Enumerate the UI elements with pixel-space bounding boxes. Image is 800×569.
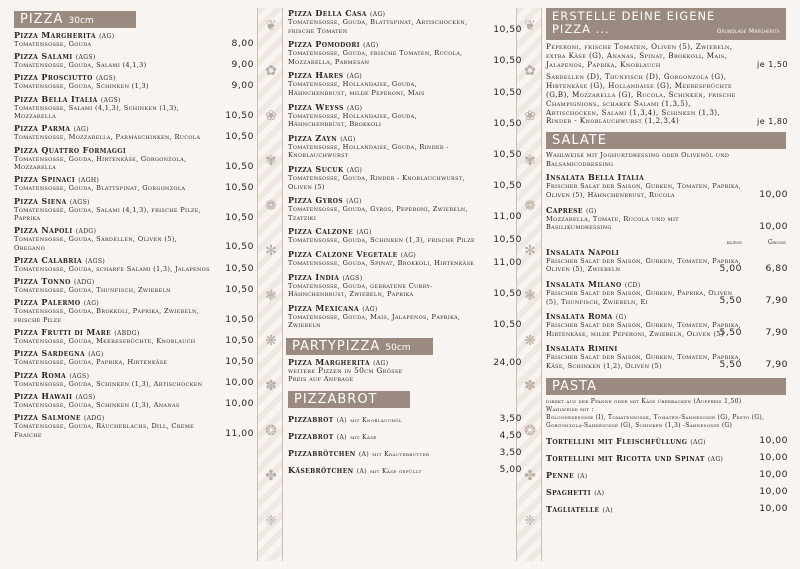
item-name: Pizza Parma (AG): [14, 123, 89, 134]
salad-item: [546, 205, 788, 232]
price: 10,50: [225, 181, 254, 193]
cheese-icon: ✾: [524, 153, 536, 169]
herb-icon: ❀: [524, 108, 536, 124]
price: 5,00: [499, 464, 522, 476]
onion-icon: ❃: [524, 288, 536, 304]
olive-icon: ❁: [524, 198, 536, 214]
item-description: Tomatensosse, Gouda, Salami (4,1,3): [14, 61, 147, 70]
price: 10,50: [225, 313, 254, 325]
herb-icon: ❀: [265, 108, 277, 124]
item-description: Tomatensosse, Gouda, Rinder - Knoblauchwurst, Oliven (5): [288, 173, 465, 191]
pizzabrot-item: [288, 465, 522, 475]
price: 10,50: [225, 130, 254, 142]
item-description: Tomatensosse, Gouda, frische Tomaten, Rucola, Mozzarella, Parmesan: [288, 49, 463, 66]
item-name: Pizza Calabria (AGS): [14, 255, 106, 266]
item-name: Pizza Spinaci (AGH): [14, 174, 100, 185]
create-group-2: Sardellen (D), Thunfisch (D), Gorgonzola (G), Hirtenkäse (G), Hollandaise (G), Meeresfrüchte (G,B), Mozzarella (G), Rucola, Schinken, frische Champignions, scharfe Salami (1,3,5), Artischocken, Salami (1,3,4), Schinken (1,3), Rinder - Knoblauchwurst (1,2,3,4) je 1,80: [546, 72, 788, 127]
pizza-item: [14, 391, 254, 410]
item-description: Frischer Salat der Saison, Gurken, Tomaten, Paprika, Oliven (5), Hähnchenbrust, Rucola: [546, 182, 742, 199]
item-description: Tomatensosse, Gouda, Thunfisch, Zwiebeln: [14, 286, 171, 295]
basil-icon: ❈: [524, 513, 536, 529]
item-name: Pizza Salami (AGS): [14, 51, 96, 62]
item-description: Tomatensosse, Gouda, Mais, Jalapenos, Paprika, Zwiebeln: [288, 312, 461, 330]
price: 10,50: [225, 109, 254, 121]
price: 10,00: [225, 398, 254, 410]
pizza-item: [14, 225, 254, 252]
column-pizza-2: [288, 8, 522, 482]
price-large: 7,90: [765, 295, 788, 307]
item-description: Tomatensosse, Gouda, gebratene Curry-Hähnchenbrust, Zwiebeln, Paprika: [288, 281, 433, 299]
pizza-item: [14, 412, 254, 439]
garlic-icon: ❋: [524, 333, 536, 349]
item-description: Tomatensosse, Gouda, Hirtenkäse, Gorgonzola, Mozzarella: [14, 154, 187, 172]
pizza-item: [14, 297, 254, 324]
item-name: Tortellini mit Fleischfüllung (AG): [546, 436, 706, 447]
item-description: Frischer Salat der Saison, Gurken, Tomaten, Paprika, Käse, Schinken (1,2), Oliven (5): [546, 353, 742, 370]
item-description: Tomatensosse, Mozzarella, Parmaschinken, Rucola: [14, 133, 201, 142]
pasta-item: [546, 487, 788, 497]
pizzabrot-item: [288, 414, 522, 424]
item-description: Mozzarella, Tomate, Rucola und mit Basilikumdressing: [546, 214, 679, 232]
price: 10,50: [493, 55, 522, 67]
pizza-item: [14, 72, 254, 91]
item-name: Pizza Bella Italia (AGS): [14, 93, 121, 104]
pizza-heading: PIZZA 30cm: [14, 11, 136, 28]
item-name: Tortellini mit Ricotta und Spinat (AG): [546, 453, 724, 464]
item-description: Tomatensosse, Hollandaise, Gouda, Rinder - Knoblauchwurst: [288, 142, 449, 160]
item-name: Pizza Hares (AG): [288, 70, 363, 81]
pasta-item: [546, 504, 788, 514]
item-name: Pizza Sardegna (AG): [14, 348, 104, 359]
price: 9,00: [231, 58, 254, 70]
pizza-item: [14, 51, 254, 70]
pasta-item: [546, 453, 788, 463]
item-name: Pizzabrot (A) mit Knoblauchöl: [288, 414, 403, 425]
item-description: Tomatensosse, Gouda, Schinken (1,3), Ananas: [14, 400, 180, 409]
price-small: 5,50: [719, 327, 742, 339]
item-name: Insalata Milano (CD): [546, 278, 641, 289]
pizza-item: [14, 327, 254, 346]
item-description: Tomatensosse, Gouda, Schinken (1,3), Artischocken: [14, 379, 203, 388]
item-name: Pizza India (AGS): [288, 271, 363, 282]
item-name: Pizzabrötchen (A) mit Kräuterbutter: [288, 448, 430, 459]
price: 10,50: [493, 318, 522, 330]
pizzabrot-heading: PIZZABROT: [288, 391, 410, 408]
pizza-item: [288, 195, 522, 222]
price: 4,50: [499, 430, 522, 442]
salad-item: [546, 279, 788, 306]
salad-item: [546, 247, 788, 274]
item-description: Tomatensosse, Gouda, Meeresfrüchte, Knoblauch: [14, 337, 196, 346]
item-name: Tagliatelle (A): [546, 504, 613, 515]
pizza-item: [288, 164, 522, 191]
pepper-icon: ❦: [265, 18, 277, 34]
item-name: Pizza Roma (AGS): [14, 369, 90, 380]
pizza-item: [14, 94, 254, 121]
salad-item: [546, 172, 788, 199]
price: 10,50: [225, 283, 254, 295]
price-large: 7,90: [765, 359, 788, 371]
olive-icon: ❁: [265, 198, 277, 214]
leaf-icon: ✽: [524, 378, 536, 394]
pizza-item: [14, 196, 254, 223]
garlic-icon: ❋: [265, 333, 277, 349]
basil-icon: ❈: [265, 513, 277, 529]
price: 11,00: [225, 428, 254, 440]
price: 10,50: [225, 211, 254, 223]
pizza-item: [14, 145, 254, 172]
pizza-item: [288, 70, 522, 97]
create-group-1: Peperoni, frische Tomaten, Oliven (5), Zwiebeln, extra Käse (G), Ananas, Spinat, Brokkoli, Mais, Jalapenos, Paprika, Knoblauch je 1,50: [546, 42, 788, 70]
item-description: Tomatensosse, Gouda, Blattspinat, Gorgonzola: [14, 184, 186, 193]
pizza-item: [288, 249, 522, 268]
item-description: Tomatensosse, Gouda, Spinat, Brokkoli, Hirtenkäse: [288, 258, 475, 267]
tomato-icon: ✿: [524, 63, 536, 79]
salad-item: [546, 311, 788, 338]
pizza-item: [288, 133, 522, 160]
price-large: 6,80: [765, 262, 788, 274]
size-header: klein Gross: [726, 238, 786, 246]
item-name: Pizza Palermo (AG): [14, 297, 100, 308]
price: 8,00: [231, 37, 254, 49]
item-name: Pizza Mexicana (AG): [288, 302, 378, 313]
pasta-item: [546, 470, 788, 480]
item-name: Pizza Prosciutto (AGS): [14, 72, 116, 83]
pizza-item: [288, 303, 522, 330]
item-name: Pizza Margherita (AG): [14, 30, 115, 40]
price: 9,00: [231, 79, 254, 91]
pizza-item: [14, 276, 254, 295]
cheese-icon: ✾: [265, 153, 277, 169]
item-name: Pizza Tonno (ADG): [14, 276, 95, 287]
item-description: Tomatensosse, Hollandaise, Gouda, Hähnchenbrust, Brokkoli: [288, 111, 417, 129]
item-name: Pizza Calzone Vegetale (AG): [288, 248, 417, 259]
pizza-slice-icon: ✤: [524, 468, 536, 484]
price: 3,50: [499, 413, 522, 425]
leaf-icon: ✽: [265, 378, 277, 394]
price: 10,00: [759, 503, 788, 515]
pizzabrot-item: [288, 448, 522, 458]
price: 10,50: [493, 86, 522, 98]
salate-heading: SALATE: [546, 132, 786, 149]
pizzabrot-item: [288, 431, 522, 441]
item-name: Pizzabrot (A) mit Käse: [288, 431, 377, 442]
item-description: Tomatensosse, Gouda, Schinken (1,3): [14, 82, 149, 91]
item-name: Pizza Hawaii (AGS): [14, 390, 96, 401]
pizza-item: [288, 39, 522, 66]
price: 10,50: [493, 24, 522, 36]
price: 11,00: [493, 256, 522, 268]
item-description: Tomatensosse, Salami (4,1,3), Schinken (1,3), Mozzarella: [14, 103, 179, 121]
price-small: 5,50: [719, 295, 742, 307]
pizza-item: [14, 255, 254, 274]
item-description: Tomatensosse, Gouda: [14, 40, 92, 48]
item-description: Frischer Salat der Saison, Gurken, Tomaten, Paprika, Hirtenkäse, milde Peperoni, Zwiebeln, Oliven (5): [546, 321, 742, 338]
price: 3,50: [499, 447, 522, 459]
item-name: Pizza Della Casa (AG): [288, 8, 386, 18]
price-large: 7,90: [765, 327, 788, 339]
price: 10,50: [493, 180, 522, 192]
pasta-item: [546, 436, 788, 446]
item-name: Pizza Pomodori (AG): [288, 39, 379, 50]
item-name: Pizza Gyros (AG): [288, 195, 362, 206]
item-name: Insalata Bella Italia: [546, 172, 645, 183]
item-description: Tomatensosse, Gouda, scharfe Salami (1,3), Jalapenos: [14, 265, 210, 274]
item-name: Pizza Frutti di Mare (ABDG): [14, 327, 140, 338]
item-name: Käsebrötchen (A) mit Käse gefüllt: [288, 465, 422, 476]
onion-icon: ❃: [265, 288, 277, 304]
partypizza-item: Pizza Margherita (AG) weitere Pizzen in 50cm Grösse Preis auf Anfrage 24,00: [288, 356, 522, 384]
pizza-item: [288, 226, 522, 245]
salad-item: [546, 343, 788, 370]
item-description: Tomatensosse, Gouda, Räucherlachs, Dill, Creme Fraiche: [14, 421, 195, 439]
item-description: Tomatensosse, Gouda, Brokkoli, Paprika, Zwiebeln, frische Pilze: [14, 307, 200, 325]
item-description: Frischer Salat der Saison, Gurken, Paprika, Oliven (5), Thunfisch, Zwiebeln, Ei: [546, 288, 733, 306]
create-pizza-heading: ERSTELLE DEINE EIGENE PIZZA ... Grundlage Margherita: [546, 8, 786, 40]
pizza-item: [14, 174, 254, 193]
pasta-heading: PASTA: [546, 378, 786, 395]
pizza-item: [14, 30, 254, 49]
price: 10,50: [225, 160, 254, 172]
price: 10,50: [225, 262, 254, 274]
price: 10,50: [225, 241, 254, 253]
item-description: Tomatensosse, Gouda, Salami (4,1,3), frische Pilze, Paprika: [14, 205, 202, 223]
price: 10,50: [225, 334, 254, 346]
partypizza-heading: PARTYPIZZA 50cm: [286, 338, 433, 355]
item-name: Pizza Zayn (AG): [288, 132, 356, 143]
price: 10,50: [493, 148, 522, 160]
column-right: ERSTELLE DEINE EIGENE PIZZA ... Grundlage Margherita Peperoni, frische Tomaten, Oliven (5), Zwiebeln, extra Käse (G), Ananas, Spinat, Brokkoli, Mais, Jalapenos, Paprika, Knoblauch je 1,50 Sardellen (D), Thunfisch (D), Gorgonzola (G), Hirtenkäse (G), Hollandaise (G), Meeresfrüchte (G,B), Mozzarella (G), Rucola, Schinken, frische Champignions, scharfe Salami (1,3,5), Artischocken, Salami (1,3,4), Schinken (1,3), Rinder - Knoblauchwurst (1,2,3,4) je 1,80 SALATE Wahlweise mit Joghurtdressing oder Olivenöl und Balsamicodressing Insalata Bella Italia Frischer Salat der Saison, Gurken, Tomaten, Paprika, Oliven (5), Hähnchenbrust, Rucola 10,00 Caprese (G) Mozzarella, Tomate, Rucola und mit Basilikumdressing 10,00 klein Gross Insalata Napoli Frischer Salat der Saison, Gurken, Tomaten, Paprika, Oliven (5), Zwiebeln 5,00 6,80 Insalata Milano (CD) Frischer Salat der Saison, Gurken, Paprika, Oliven (5), Thunfisch, Zwiebeln, Ei 5,50 7,90 Insalata Roma (G) Frischer Salat der Saison, Gurken, Tomaten, Paprika, Hirtenkäse, milde Peperoni, Zwiebeln, Oliven (5) 5,50 7,90 Insalata Rimini Frischer Salat der Saison, Gurken, Tomaten, Paprika, Käse, Schinken (1,2), Oliven (5) 5,50 7,90 PASTA direkt aus der Pfanne oder mit Käse überbacken (Aufpreis 1,50) Wahlweise mit : Bolognesesosse (I), Tomatensosse, Tomaten-Sahnesosse (G), Pesto (G), Gorgonzola-Sahnesosse (G), Schinken (1,3) -Sahnesosse (G) Tortellini mit Fleischfüllung (AG) 10,00 Tortellini mit Ricotta und Spinat (AG) 10,00 Penne (A) 10,00 Spaghetti (A) 10,00 Tagliatelle (A) 10,00: [546, 9, 788, 515]
item-name: Penne (A): [546, 470, 588, 481]
item-description: Tomatensosse, Gouda, Schinken (1,3), frische Pilze: [288, 236, 475, 245]
item-name: Pizza Weyss (AG): [288, 101, 363, 112]
tomato-icon: ✿: [265, 63, 277, 79]
item-name: Insalata Roma (G): [546, 311, 627, 322]
item-description: Tomatensosse, Gouda, Blattspinat, Artischocken, frische Tomaten: [288, 18, 468, 35]
column-pizza: [14, 8, 254, 442]
pizza-slice-icon: ✤: [265, 468, 277, 484]
item-description: Frischer Salat der Saison, Gurken, Tomaten, Paprika, Oliven (5), Zwiebeln: [546, 256, 742, 274]
price: 10,00: [759, 435, 788, 447]
item-name: Caprese (G): [546, 204, 597, 215]
pizza-item: [14, 370, 254, 389]
item-description: Tomatensosse, Gouda, Paprika, Hirtenkäse: [14, 358, 168, 367]
price: 10,50: [225, 356, 254, 367]
price: 10,00: [225, 377, 254, 389]
item-name: Spaghetti (A): [546, 487, 605, 498]
price: 10,00: [759, 469, 788, 481]
pepper-icon: ❦: [524, 18, 536, 34]
pizza-item: [288, 272, 522, 299]
price: 10,00: [759, 486, 788, 498]
price: 11,00: [493, 211, 522, 223]
item-name: Pizza Sucuk (AG): [288, 163, 363, 174]
price-small: 5,50: [719, 359, 742, 371]
pizza-item: [14, 123, 254, 142]
pizza-item: [288, 102, 522, 129]
pizza-item: [288, 8, 522, 35]
item-name: Pizza Calzone (AG): [288, 226, 372, 237]
mushroom-icon: ✻: [265, 243, 277, 259]
item-name: Pizza Napoli (ADG): [14, 225, 97, 236]
divider-left: [257, 8, 283, 561]
item-name: Insalata Rimini: [546, 343, 618, 354]
price: 10,50: [493, 233, 522, 245]
pizza-item: [14, 348, 254, 367]
item-name: Pizza Siena (AGS): [14, 195, 90, 206]
price: 10,00: [759, 220, 788, 232]
item-name: Insalata Napoli: [546, 246, 620, 257]
item-name: Pizza Salmone (ADG): [14, 411, 105, 422]
item-name: Pizza Quattro Formaggi: [14, 144, 127, 155]
price: 10,50: [493, 287, 522, 299]
price: 10,00: [759, 188, 788, 200]
item-description: Tomatensosse, Gouda, Gyros, Peperoni, Zwiebeln, Tzatziki: [288, 205, 468, 222]
chili-icon: ❂: [265, 423, 277, 439]
item-description: Tomatensosse, Hollandaise, Gouda, Hähnchenbrust, milde Peperoni, Mais: [288, 80, 425, 97]
mushroom-icon: ✻: [524, 243, 536, 259]
price: 24,00: [493, 356, 522, 368]
price-small: 5,00: [719, 262, 742, 274]
item-description: Tomatensosse, Gouda, Sardellen, Oliven (5), Oregano: [14, 235, 178, 252]
price: 10,00: [759, 452, 788, 464]
chili-icon: ❂: [524, 423, 536, 439]
price: 10,50: [493, 117, 522, 129]
